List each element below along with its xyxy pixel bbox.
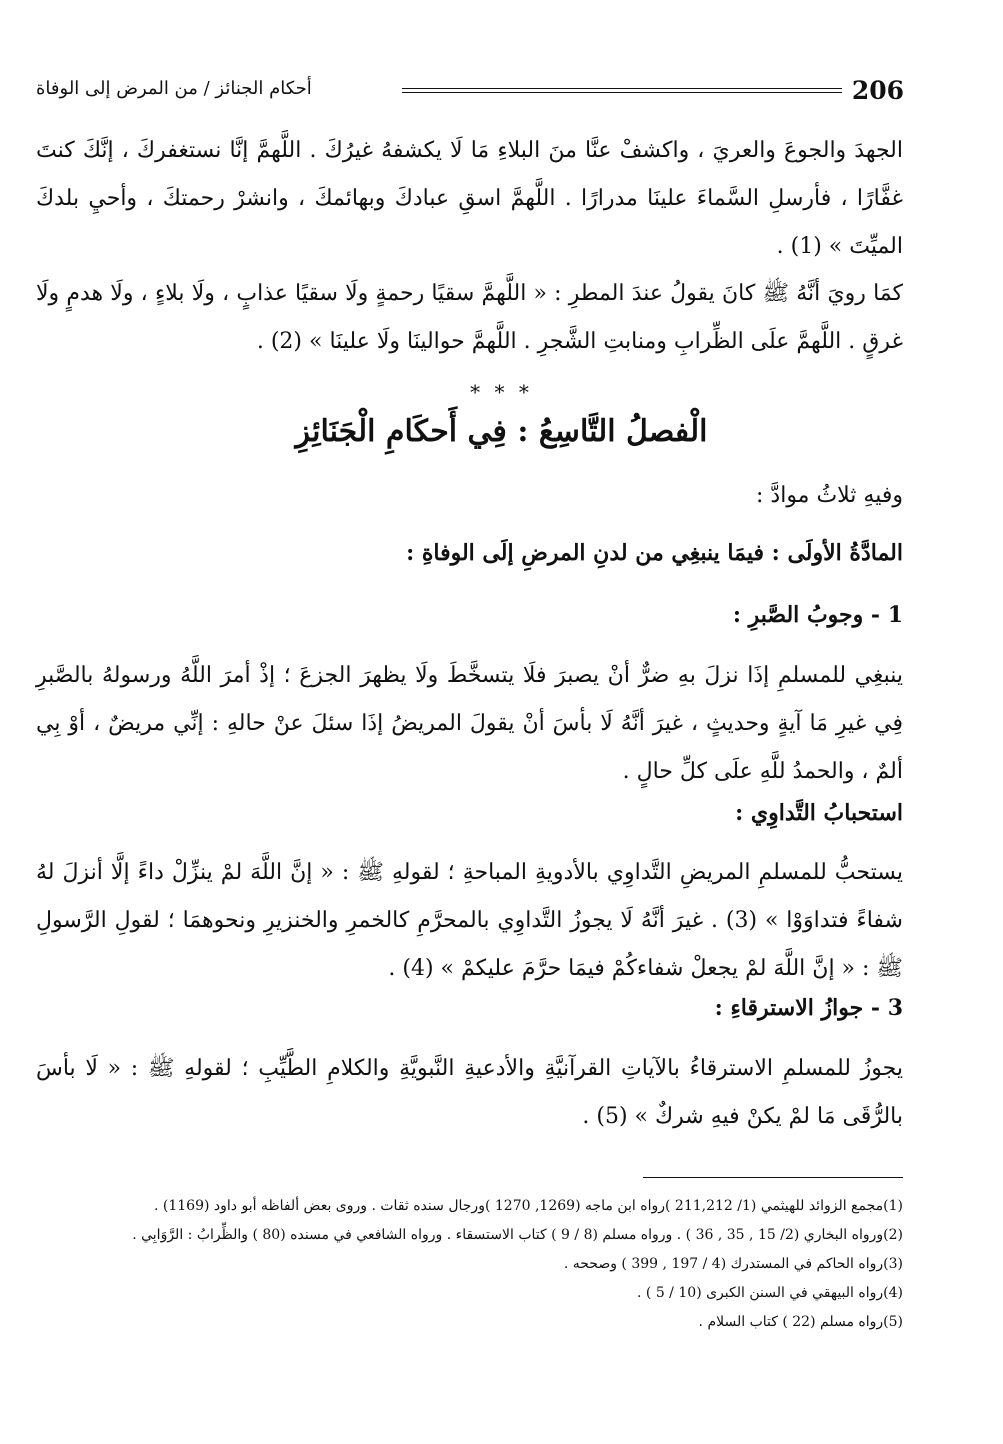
footnotes [40, 1192, 903, 1337]
footnote-3: (3)رواه الحاكم في المستدرك (4 / 197 , 399 ) وصححه . [563, 1256, 903, 1272]
chapter-intro: وفيهِ ثلاثُ موادَّ : [756, 483, 903, 508]
header-double-rule [402, 88, 842, 93]
chapter-title: الْفصلُ التَّاسِعُ : فِي أَحكَامِ الْجَنَائِزِ [295, 414, 708, 449]
paragraph-2: كمَا رويَ أنَّهُ ﷺ كانَ يقولُ عندَ المطرِ : « اللَّهمَّ سقيًا رحمةٍ ولَا سقيًا عذابٍ ، ولَا بلاءٍ ، ولَا هدمٍ ولَا غرقٍ . اللَّهمَّ علَى الظِّرابِ ومنابتِ الشَّجرِ . اللَّهمَّ حوالينَا ولَا علينَا » (2) . [36, 281, 903, 354]
paragraph-ruqyah: يجوزُ للمسلمِ الاسترقاءُ بالآياتِ القرآنيَّةِ والأدعيةِ النَّبويَّةِ والكلامِ الطَّيِّبِ ؛ لقولهِ ﷺ : « لَا بأسَ بالرُّقَى مَا لمْ يكنْ فيهِ شركٌ » (5) . [36, 1056, 903, 1129]
footnote-divider [643, 1177, 903, 1178]
heading-ruqyah: 3 - جوازُ الاسترقاءِ : [714, 995, 903, 1021]
footnote-1: (1)مجمع الزوائد للهيثمي (1/ 211,212 )رواه ابن ماجه (1269, 1270 )ورجال سنده ثقات . وروى بعض ألفاظه أبو داود (1169) . [153, 1198, 903, 1214]
footnote-5: (5)رواه مسلم (22 ) كتاب السلام . [698, 1314, 903, 1330]
section-separator: * * * [470, 380, 533, 404]
section-title: المادَّةُ الأولَى : فيمَا ينبغِي من لدنِ المرضِ إلَى الوفاةِ : [406, 540, 903, 566]
paragraph-patience: ينبغِي للمسلمِ إذَا نزلَ بهِ ضرٌّ أنْ يصبرَ فلَا يتسخَّطَ ولَا يظهرَ الجزعَ ؛ إذْ أمرَ اللَّهُ ورسولهُ بالصَّبرِ فِي غيرِ مَا آيةٍ وحديثٍ ، غيرَ أنَّهُ لَا بأسَ أنْ يقولَ المريضُ إذَا سئلَ عنْ حالهِ : إنِّي مريضٌ ، أوْ بِي ألمٌ ، والحمدُ للَّهِ علَى كلِّ حالٍ . [36, 663, 903, 784]
footnote-4: (4)رواه البيهقي في السنن الكبرى (10 / 5 ) . [637, 1285, 903, 1301]
paragraph-medication: يستحبُّ للمسلمِ المريضِ التَّداوِي بالأدويةِ المباحةِ ؛ لقولهِ ﷺ : « إنَّ اللَّهَ لمْ ينزِّلْ داءً إلَّا أنزلَ لهُ شفاءً فتداوَوْا » (3) . غيرَ أنَّهُ لَا يجوزُ التَّداوِي بالمحرَّمِ كالخمرِ والخنزيرِ ونحوهمَا ؛ لقولِ الرَّسولِ ﷺ : « إنَّ اللَّهَ لمْ يجعلْ شفاءكُمْ فيمَا حرَّمَ عليكمْ » (4) . [36, 860, 903, 981]
page-number: 206 [851, 76, 904, 105]
running-title: أحكام الجنائز / من المرض إلى الوفاة [36, 78, 312, 99]
footnote-2: (2)ورواه البخاري (2/ 15 , 35 , 36 ) . ورواه مسلم (8 / 9 ) كتاب الاستسقاء . ورواه الشافعي في مسنده (80 ) والظِّرابُ : الرَّوَابِي . [132, 1227, 903, 1243]
paragraph-1: الجهدَ والجوعَ والعريَ ، واكشفْ عنَّا منَ البلاءِ مَا لَا يكشفهُ غيرُكَ . اللَّهمَّ إنَّا نستغفركَ ، إنَّكَ كنتَ غفَّارًا ، فأرسلِ السَّماءَ علينَا مدرارًا . اللَّهمَّ اسقِ عبادكَ وبهائمكَ ، وانشرْ رحمتكَ ، وأحيِ بلدكَ الميِّتَ » (1) . [36, 138, 903, 259]
heading-medication: استحبابُ التَّداوِي : [735, 800, 903, 826]
page-header [36, 76, 904, 112]
heading-patience: 1 - وجوبُ الصَّبرِ : [732, 602, 903, 628]
